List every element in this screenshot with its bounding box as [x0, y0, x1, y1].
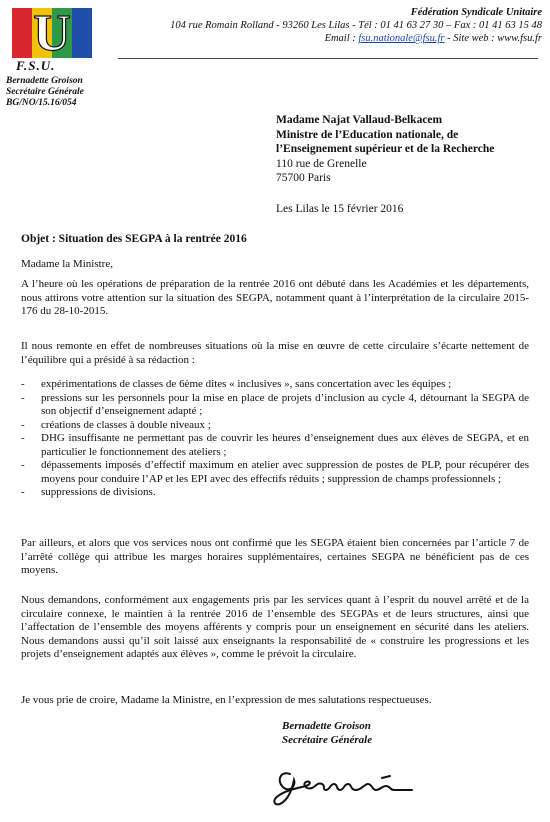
list-item: - DHG insuffisante ne permettant pas de couvrir les heures d’enseignement dues aux élèves de SEGPA, et en particulier le fonctionnement des ateliers ; — [21, 432, 529, 459]
logo-letter: U — [33, 6, 71, 62]
organization-name: Fédération Syndicale Unitaire — [410, 7, 542, 18]
list-item: - expérimentations de classes de 6ème dites « inclusives », sans concertation avec les équipes ; — [21, 378, 529, 392]
letter-subject: Objet : Situation des SEGPA à la rentrée 2016 — [21, 233, 247, 245]
recipient-role-line-1: Ministre de l’Education nationale, de — [276, 128, 459, 141]
sender-block — [6, 76, 84, 109]
salutation: Madame la Ministre, — [21, 258, 113, 270]
website: - Site web : www.fsu.fr — [447, 33, 542, 44]
list-item: - pressions sur les personnels pour la mise en place de projets d’inclusion au cycle 4, détournant la SEGPA de son objectif d’enseignement adapté ; — [21, 392, 529, 419]
logo-blue-band — [72, 8, 92, 58]
email-link[interactable]: fsu.nationale@fsu.fr — [358, 33, 445, 44]
signatory-name: Bernadette Groison — [282, 720, 371, 732]
signature-block — [282, 719, 372, 747]
list-item: - dépassements imposés d’effectif maximum en atelier avec suppression de postes de PLP, pour récupérer des moyens pour conduire l’AP et les EPI avec des effectifs réduits ; suppression de champs professionnels ; — [21, 459, 529, 486]
email-label: Email : — [324, 33, 356, 44]
logo-red-band — [12, 8, 32, 58]
sender-title: Secrétaire Générale — [6, 87, 84, 97]
list-item: - suppressions de divisions. — [21, 486, 529, 500]
recipient-city: 75700 Paris — [276, 172, 331, 184]
list-item: - créations de classes à double niveaux ; — [21, 419, 529, 433]
paragraph-5: Je vous prie de croire, Madame la Ministre, en l’expression de mes salutations respectueuses. — [21, 694, 432, 706]
fsu-logo — [8, 6, 100, 62]
recipient-block — [276, 113, 494, 186]
paragraph-4: Nous demandons, conformément aux engagements pris par les services quant à l’esprit du nouvel arrêté et de la circulaire connexe, le maintien à la rentrée 2016 de l’ensemble des SEGPAs et de leurs structures, ainsi que l’affectation de l’ensemble des moyens afférents y compris pour un enseignement en sécurité dans les ateliers. Nous demandons aussi qu’il soit laissé aux enseignants la responsabilité de « construire les progressions et les projets d’enseignement adaptés aux élèves », comme le prévoit la circulaire. — [21, 594, 529, 660]
paragraph-3: Par ailleurs, et alors que vos services nous ont confirmé que les SEGPA étaient bien concernées par l’article 7 de l’arrêté collège qui attribue les marges horaires supplémentaires, certaines SEGPA ne bénéficient pas de ces moyens. — [21, 537, 529, 576]
recipient-name: Madame Najat Vallaud-Belkacem — [276, 114, 443, 126]
logo-wordmark: F.S.U. — [16, 58, 56, 73]
recipient-role-line-2: l’Enseignement supérieur et de la Recherche — [276, 143, 495, 155]
signatory-title: Secrétaire Générale — [282, 734, 373, 746]
letterhead — [170, 6, 542, 45]
sender-reference: BG/NO/15.16/054 — [6, 98, 77, 108]
handwritten-signature — [272, 760, 422, 808]
organization-contact — [170, 32, 542, 45]
paragraph-1: A l’heure où les opérations de préparation de la rentrée 2016 ont débuté dans les Académies et les départements, nous attirons votre attention sur la situation des SEGPA, notamment quant à l’interprétation de la circulaire 2015-176 du 28-10-2015. — [21, 278, 529, 317]
organization-address: 104 rue Romain Rolland - 93260 Les Lilas - Tél : 01 41 63 27 30 – Fax : 01 41 63 15 48 — [170, 20, 542, 31]
paragraph-2: Il nous remonte en effet de nombreuses situations où la mise en œuvre de cette circulaire s’écarte nettement de l’équilibre qui a présidé à sa rédaction : — [21, 340, 529, 366]
letter-date: Les Lilas le 15 février 2016 — [276, 203, 404, 215]
header-divider — [118, 58, 538, 59]
recipient-street: 110 rue de Grenelle — [276, 157, 367, 170]
bullet-list — [21, 378, 529, 500]
sender-name: Bernadette Groison — [6, 76, 83, 86]
